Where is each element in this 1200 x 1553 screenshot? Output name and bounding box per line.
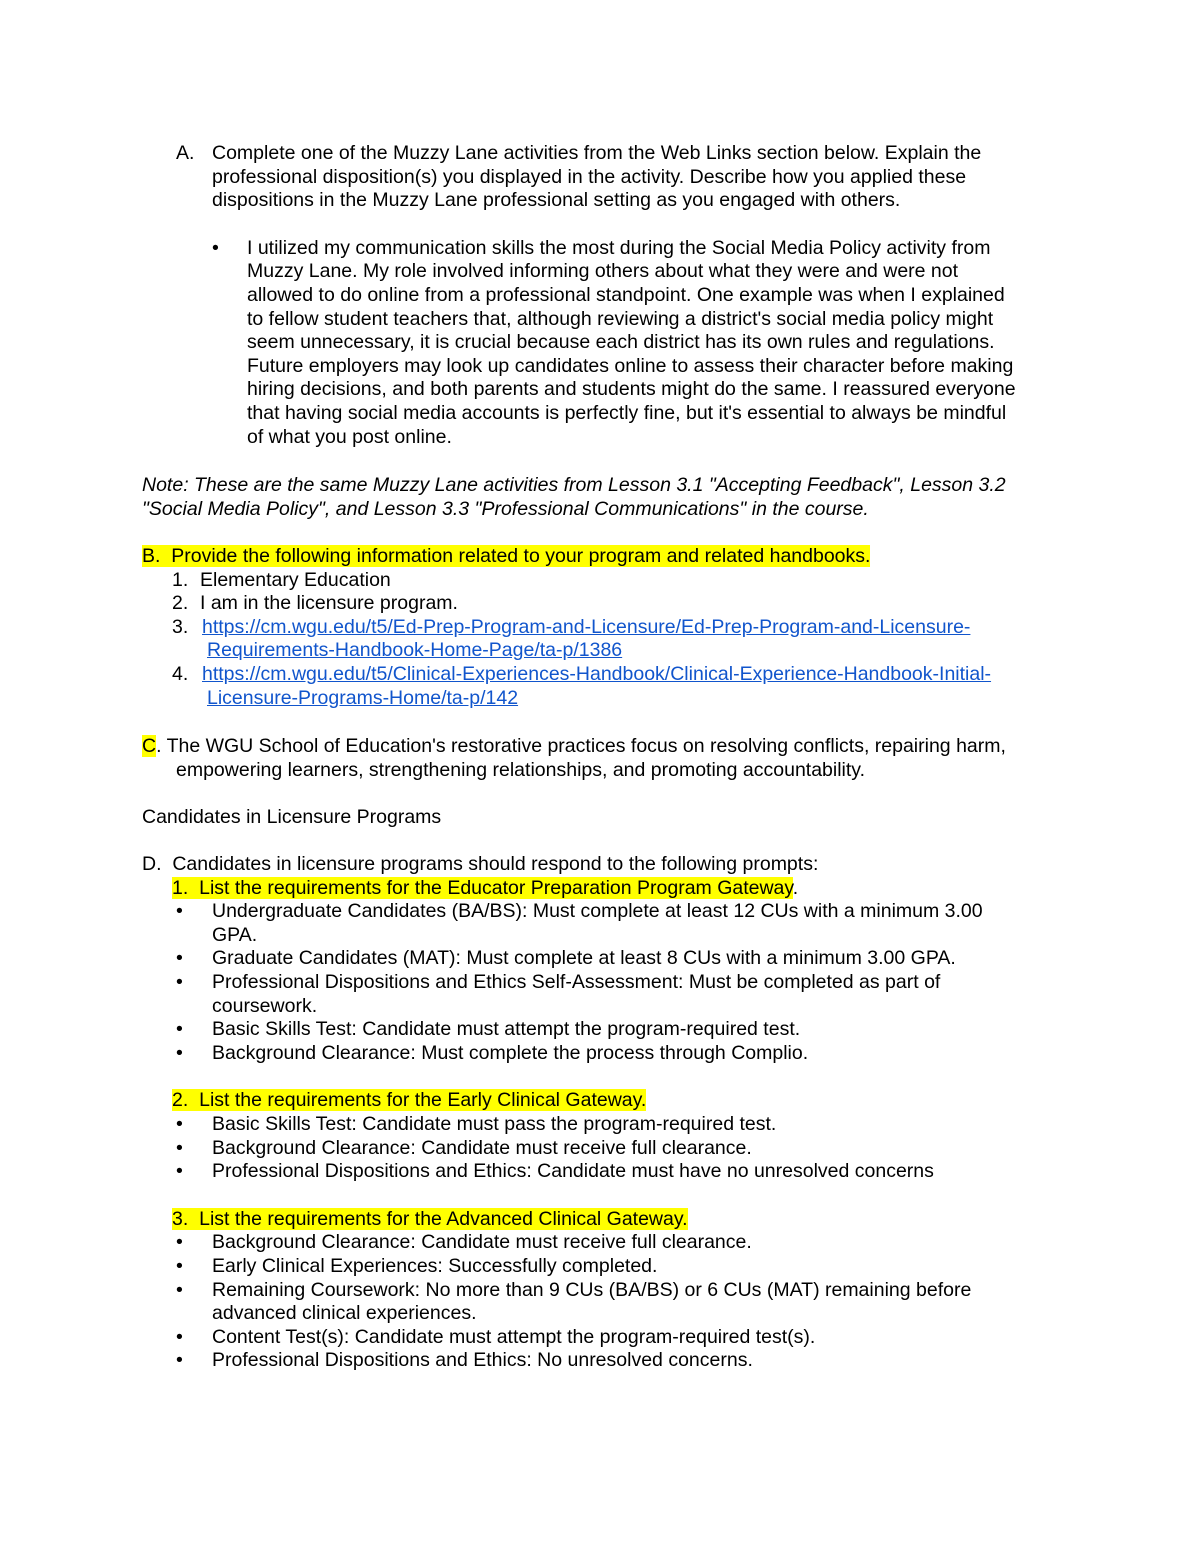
bullet-icon: • (176, 1254, 183, 1277)
section-c-line: C. The WGU School of Education's restorative practices focus on resolving conflicts, repairing harm, (142, 735, 1006, 757)
gateway-bullet: • Early Clinical Experiences: Successfully completed. (176, 1254, 658, 1277)
bullet-icon: • (176, 1018, 183, 1041)
gateway-bullet: • Professional Dispositions and Ethics: No unresolved concerns. (176, 1349, 753, 1372)
gateway-title: 3. List the requirements for the Advanced Clinical Gateway. (172, 1207, 688, 1230)
note-line: "Social Media Policy", and Lesson 3.3 "Professional Communications" in the course. (142, 497, 869, 520)
section-a-answer-line: Future employers may look up candidates online to assess their character before making (247, 354, 1014, 377)
section-a-marker: A. (176, 142, 195, 164)
section-b-item: 3. https://cm.wgu.edu/t5/Ed-Prep-Program-and-Licensure/Ed-Prep-Program-and-Licensure- (172, 615, 971, 638)
section-a (142, 142, 1062, 449)
gateway-bullet: • Undergraduate Candidates (BA/BS): Must complete at least 12 CUs with a minimum 3.00 (176, 900, 983, 923)
section-a-answer-line: allowed to do online from a professional standpoint. One example was when I explained (247, 283, 1005, 306)
gateway-bullet: • Remaining Coursework: No more than 9 CUs (BA/BS) or 6 CUs (MAT) remaining before (176, 1278, 972, 1301)
bullet-icon: • (176, 1325, 183, 1348)
gateway-title: 2. List the requirements for the Early Clinical Gateway. (172, 1089, 647, 1112)
gateway-bullet: • Professional Dispositions and Ethics Self-Assessment: Must be completed as part of (176, 970, 941, 993)
section-b-item: 4. https://cm.wgu.edu/t5/Clinical-Experiences-Handbook/Clinical-Experience-Handbook-Initial- (172, 662, 992, 685)
handbook-link-1[interactable]: https://cm.wgu.edu/t5/Ed-Prep-Program-and-Licensure/Ed-Prep-Program-and-Licensure- (202, 615, 971, 638)
section-a-answer-line: hiring decisions, and both parents and students might do the same. I reassured everyone (247, 378, 1016, 401)
bullet-icon: • (176, 1349, 183, 1372)
section-d: D. Candidates in licensure programs should respond to the following prompts: 1. List the requirements for the Educator Preparation Program Gateway. • Undergraduate Candidates (BA/BS): Must complete at least 12 CUs with a minimum 3.00 GPA. • Graduate Candidates (MAT): Must complete at least 8 CUs with a minimum 3.00 GPA. • Professional Dispositions and Ethics Self-Assessment: Must be completed as part of coursework. • Basic Skills Test: Candidate must attempt the program-required test. • Background Clearance: Must complete the process through Complio. 2. List the requirements for the Early Clinical Gateway. • Basic Skills Test: Candidate must pass the program-required test. • Background Clearance: Candidate must receive full clearance. • Professional Dispositions and Ethics: Candidate must have no unresolved concerns 3. List the requirements for the Advanced Clinical Gateway. • Background Clearance: Candidate must receive full clearance. • Early Clinical Experiences: Successfully completed. • Remaining Coursework: No more than 9 CUs (BA/BS) or 6 CUs (MAT) remaining before advanced clinical experiences. • Content Test(s): Candidate must attempt the program-required test(s). • Professional Dispositions and Ethics: No unresolved concerns. (142, 853, 1062, 1373)
bullet-icon: • (176, 1041, 183, 1064)
gateway-bullet: • Background Clearance: Candidate must receive full clearance. (176, 1136, 752, 1159)
handbook-link-2[interactable]: https://cm.wgu.edu/t5/Clinical-Experiences-Handbook/Clinical-Experience-Handbook-Initial- (202, 662, 992, 685)
gateway-bullet: • Basic Skills Test: Candidate must pass the program-required test. (176, 1112, 777, 1135)
section-a-prompt-line: dispositions in the Muzzy Lane professional setting as you engaged with others. (212, 189, 901, 212)
note (142, 474, 1062, 521)
bullet-icon: • (176, 1278, 183, 1301)
bullet-icon: • (176, 900, 183, 923)
section-d-prompt: D. Candidates in licensure programs should respond to the following prompts: (142, 853, 819, 875)
handbook-link-1-cont[interactable]: Requirements-Handbook-Home-Page/ta-p/1386 (207, 639, 623, 662)
section-b-prompt: B. Provide the following information related to your program and related handbooks. (142, 545, 871, 567)
bullet-icon: • (176, 1112, 183, 1135)
section-a-answer-line: that having social media accounts is perfectly fine, but it's essential to always be mindful (247, 401, 1007, 424)
section-a-answer-line: • I utilized my communication skills the most during the Social Media Policy activity from (212, 236, 991, 259)
section-b-item: 2. I am in the licensure program. (172, 592, 458, 615)
bullet-icon: • (176, 1231, 183, 1254)
section-c-line: empowering learners, strengthening relationships, and promoting accountability. (176, 758, 866, 781)
section-c-marker: C (142, 735, 157, 757)
section-b-item: 1. Elementary Education (172, 568, 391, 591)
section-b (142, 545, 1062, 710)
section-a-answer-line: Muzzy Lane. My role involved informing others about what they were and were not (247, 260, 959, 283)
section-b-marker: B. (142, 545, 161, 567)
handbook-link-2-cont[interactable]: Licensure-Programs-Home/ta-p/142 (207, 686, 519, 709)
section-a-answer-line: of what you post online. (247, 425, 452, 448)
gateway-bullet: • Content Test(s): Candidate must attempt the program-required test(s). (176, 1325, 816, 1348)
bullet-icon: • (176, 1136, 183, 1159)
gateway-bullet: • Basic Skills Test: Candidate must attempt the program-required test. (176, 1018, 801, 1041)
note-line: Note: These are the same Muzzy Lane activities from Lesson 3.1 "Accepting Feedback", Lesson 3.2 (142, 474, 1006, 496)
section-a-prompt-line: professional disposition(s) you displayed in the activity. Describe how you applied these (212, 165, 967, 188)
gateway-bullet: • Background Clearance: Candidate must receive full clearance. (176, 1231, 752, 1254)
gateway-bullet: • Graduate Candidates (MAT): Must complete at least 8 CUs with a minimum 3.00 GPA. (176, 947, 956, 970)
section-c (142, 735, 1062, 782)
gateway-bullet: • Professional Dispositions and Ethics: Candidate must have no unresolved concerns (176, 1160, 934, 1183)
bullet-icon: • (176, 1160, 183, 1183)
candidates-heading: Candidates in Licensure Programs (142, 806, 442, 828)
section-a-prompt-line: A. Complete one of the Muzzy Lane activities from the Web Links section below. Explain the (176, 142, 982, 164)
bullet-icon: • (176, 947, 183, 970)
section-d-marker: D. (142, 853, 162, 875)
gateway-title: 1. List the requirements for the Educator Preparation Program Gateway. (172, 876, 799, 899)
section-a-answer-line: seem unnecessary, it is crucial because each district has its own rules and regulations. (247, 331, 995, 354)
section-a-answer-line: to fellow student teachers that, although reviewing a district's social media policy might (247, 307, 994, 330)
bullet-icon: • (212, 236, 219, 259)
bullet-icon: • (176, 970, 183, 993)
gateway-bullet: • Background Clearance: Must complete the process through Complio. (176, 1041, 809, 1064)
